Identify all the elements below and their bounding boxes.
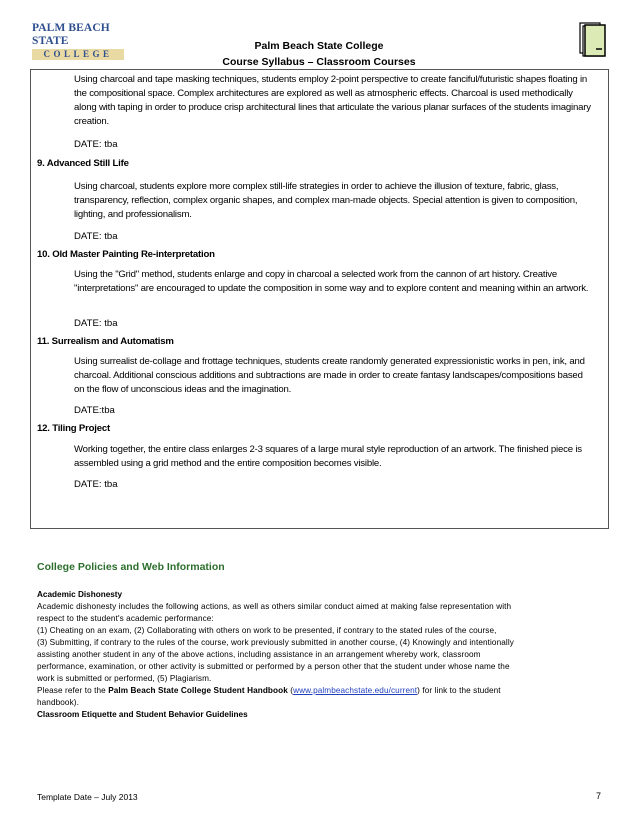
section-heading-old-master: 10. Old Master Painting Re-interpretation xyxy=(37,249,215,260)
template-date: Template Date – July 2013 xyxy=(37,792,138,802)
dishonesty-line: work is submitted or performed, (5) Plagiarism. xyxy=(37,674,212,683)
handbook-reference: Please refer to the Palm Beach State College Student Handbook (www.palmbeachstate.edu/current) for link to the student xyxy=(37,686,501,695)
dishonesty-line: (3) Submitting, if contrary to the rules of the course, work previously submitted in another course, (4) Knowingly and intentionally xyxy=(37,638,514,647)
section-date: DATE: tba xyxy=(74,479,118,490)
dishonesty-line: assisting another student in any of the above actions, including assistance in an arrangement whereby work, classroom xyxy=(37,650,481,659)
section-heading-tiling-project: 12. Tiling Project xyxy=(37,423,110,434)
dishonesty-line: respect to the student's academic performance: xyxy=(37,614,214,623)
classroom-etiquette-heading: Classroom Etiquette and Student Behavior Guidelines xyxy=(37,710,248,719)
section-body-advanced-still-life: Using charcoal, students explore more complex still-life strategies in order to achieve the illusion of texture, fabric, glass, transparency, reflection, complex organic shapes, and complex man-made objects. Special attention is given to composition, lighting, and professionalism. xyxy=(74,181,578,220)
logo-line-2: COLLEGE xyxy=(32,49,124,60)
section-date: DATE:tba xyxy=(74,405,115,416)
dishonesty-line: Academic dishonesty includes the following actions, as well as others similar conduct aimed at making false representation with xyxy=(37,602,512,611)
handbook-title: Palm Beach State College Student Handbook xyxy=(108,686,288,695)
handbook-reference-suffix: for link to the student xyxy=(420,686,501,695)
section-body-surrealism: Using surrealist de-collage and frottage techniques, students create randomly generated expressionistic works in pen, ink, and charcoal. Additional conscious additions and subtractions are made in order to create fantasy landscapes/compositions based on the flow of unconscious ideas and the imagination. xyxy=(74,356,585,395)
section-body-tiling-project: Working together, the entire class enlarges 2-3 squares of a large mural style reproduction of an artwork. The finished piece is assembled using a grid method and the entire composition becomes visible. xyxy=(74,444,582,469)
document-page-icon xyxy=(579,22,607,58)
handbook-reference-line-2: handbook). xyxy=(37,698,79,707)
handbook-link[interactable]: www.palmbeachstate.edu/current xyxy=(293,686,418,695)
section-date: DATE: tba xyxy=(74,231,118,242)
page-number: 7 xyxy=(596,791,602,801)
dishonesty-line: performance, examination, or other activity is submitted or performed by a person other that the student under whose name the xyxy=(37,662,510,671)
college-policies-title: College Policies and Web Information xyxy=(37,561,225,573)
academic-dishonesty-heading: Academic Dishonesty xyxy=(37,590,123,599)
logo-line-1: PALM BEACH STATE xyxy=(32,22,110,47)
header-college-name: Palm Beach State College xyxy=(254,40,384,52)
section-date: DATE: tba xyxy=(74,139,118,150)
dishonesty-line: (1) Cheating on an exam, (2) Collaborating with others on work to be presented, if contrary to the stated rules of the course, xyxy=(37,626,497,635)
handbook-reference-prefix: Please refer to the xyxy=(37,686,109,695)
section-date: DATE: tba xyxy=(74,318,118,329)
section-body-old-master: Using the "Grid" method, students enlarge and copy in charcoal a selected work from the cannon of art history. Creative "interpretations" are encouraged to update the composition in some way and to explore content and meaning within an artwork. xyxy=(74,269,589,294)
section-body-charcoal-perspective: Using charcoal and tape masking techniques, students employ 2-point perspective to create fanciful/futuristic shapes floating in the compositional space. Complex architectures are explored as well as atmospheric effects. Charcoal is used methodically along with taping in order to produce crisp architectural lines that articulate the various planar surfaces of the students imaginary creation. xyxy=(74,74,591,127)
section-heading-surrealism: 11. Surrealism and Automatism xyxy=(37,336,174,347)
section-heading-advanced-still-life: 9. Advanced Still Life xyxy=(37,158,129,169)
header-syllabus-title: Course Syllabus – Classroom Courses xyxy=(222,56,416,68)
document-header xyxy=(0,38,638,70)
